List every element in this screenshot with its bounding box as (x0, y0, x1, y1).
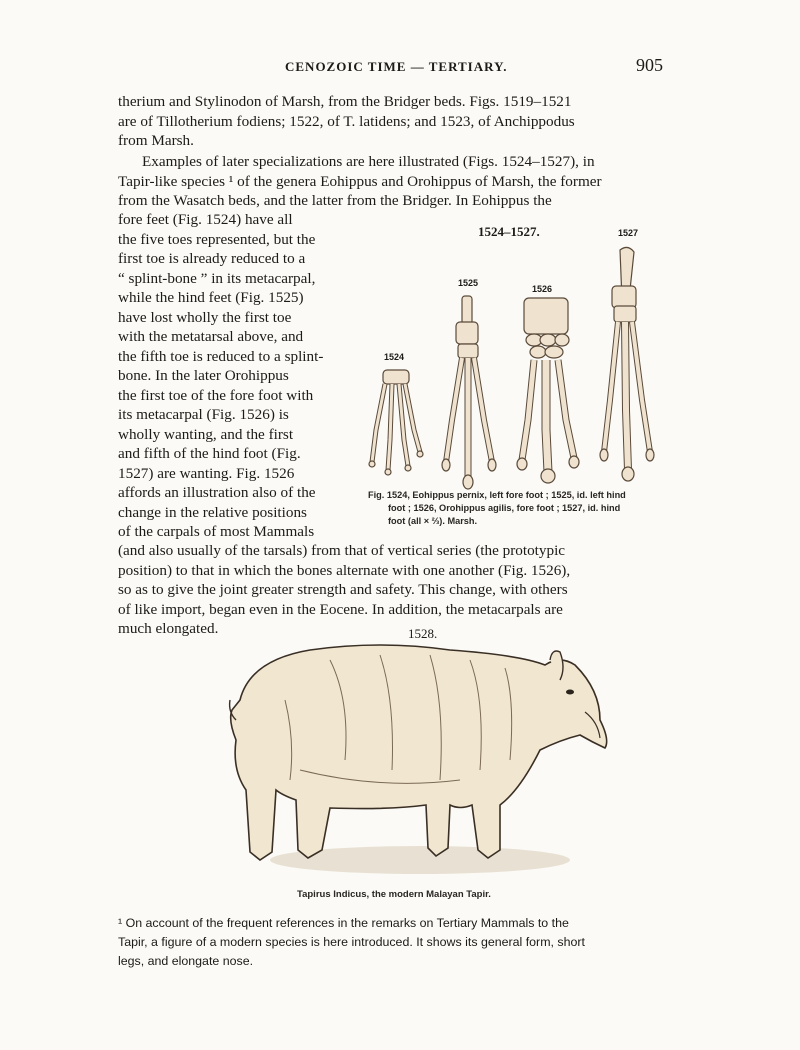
text-line: the first toe of the fore foot with (118, 386, 314, 404)
figure-label-1526: 1526 (532, 284, 553, 294)
text-line: of the carpals of most Mammals (118, 523, 315, 540)
footnote-line: legs, and elongate nose. (118, 954, 254, 968)
text-line: have lost wholly the first toe (118, 308, 292, 326)
text-line: fore feet (Fig. 1524) have all (118, 211, 293, 228)
figure-label-1525: 1525 (458, 278, 479, 288)
text-line: bone. In the later Orohippus (118, 367, 289, 384)
text-line: the fifth toe is reduced to a splint- (118, 347, 324, 365)
text-line: its metacarpal (Fig. 1526) is (118, 406, 289, 423)
text-line: while the hind feet (Fig. 1525) (118, 289, 304, 306)
text-line: (and also usually of the tarsals) from that of vertical series (the prototypic (118, 542, 566, 559)
text-line: therium and Stylinodon of Marsh, from the Bridger beds. Figs. 1519–1521 (118, 93, 572, 110)
text-line: and fifth of the hind foot (Fig. (118, 445, 301, 462)
text-line: from the Wasatch beds, and the latter from the Bridger. In Eohippus the (118, 192, 552, 209)
text-line: from Marsh. (118, 132, 194, 149)
figure-label-1527: 1527 (618, 228, 639, 238)
caption-line: Fig. 1524, Eohippus pernix, left fore foot ; 1525, id. left hind (368, 490, 626, 500)
caption-line: foot ; 1526, Orohippus agilis, fore foot ; 1527, id. hind (388, 503, 621, 513)
figure-group-label: 1524–1527. (478, 224, 540, 239)
text-line: Tapir-like species ¹ of the genera Eohippus and Orohippus of Marsh, the former (118, 172, 602, 190)
text-line: with the metatarsal above, and (118, 328, 304, 345)
tapir-drawing (230, 645, 607, 874)
text-line: much elongated. (118, 620, 219, 637)
footnote-line: ¹ On account of the frequent references in the remarks on Tertiary Mammals to the (118, 916, 569, 930)
text-line: so as to give the joint greater strength and safety. This change, with others (118, 581, 568, 598)
text-line: change in the relative positions (118, 503, 307, 521)
text-line: 1527) are wanting. Fig. 1526 (118, 464, 295, 482)
figure-caption-1528: Tapirus Indicus, the modern Malayan Tapir. (297, 889, 491, 900)
footnote (118, 914, 673, 971)
figure-label-1524: 1524 (384, 352, 405, 362)
running-title: CENOZOIC TIME — TERTIARY. (285, 59, 508, 74)
text-line: “ splint-bone ” in its metacarpal, (118, 269, 316, 287)
text-line: affords an illustration also of the (118, 484, 316, 501)
text-line: are of Tillotherium fodiens; 1522, of T. latidens; and 1523, of Anchippodus (118, 112, 575, 130)
caption-line: foot (all × ⅔). Marsh. (388, 516, 478, 526)
footnote-line: Tapir, a figure of a modern species is here introduced. It shows its general form, short (118, 935, 585, 949)
text-line: first toe is already reduced to a (118, 250, 306, 267)
text-line: wholly wanting, and the first (118, 425, 294, 443)
text-line: Examples of later specializations are here illustrated (Figs. 1524–1527), in (142, 153, 595, 170)
text-line: position) to that in which the bones alternate with one another (Fig. 1526), (118, 561, 571, 579)
text-line: of like import, began even in the Eocene. In addition, the metacarpals are (118, 600, 563, 618)
page-number: 905 (636, 55, 663, 75)
text-line: the five toes represented, but the (118, 230, 316, 248)
figure-number-1528: 1528. (408, 626, 438, 641)
